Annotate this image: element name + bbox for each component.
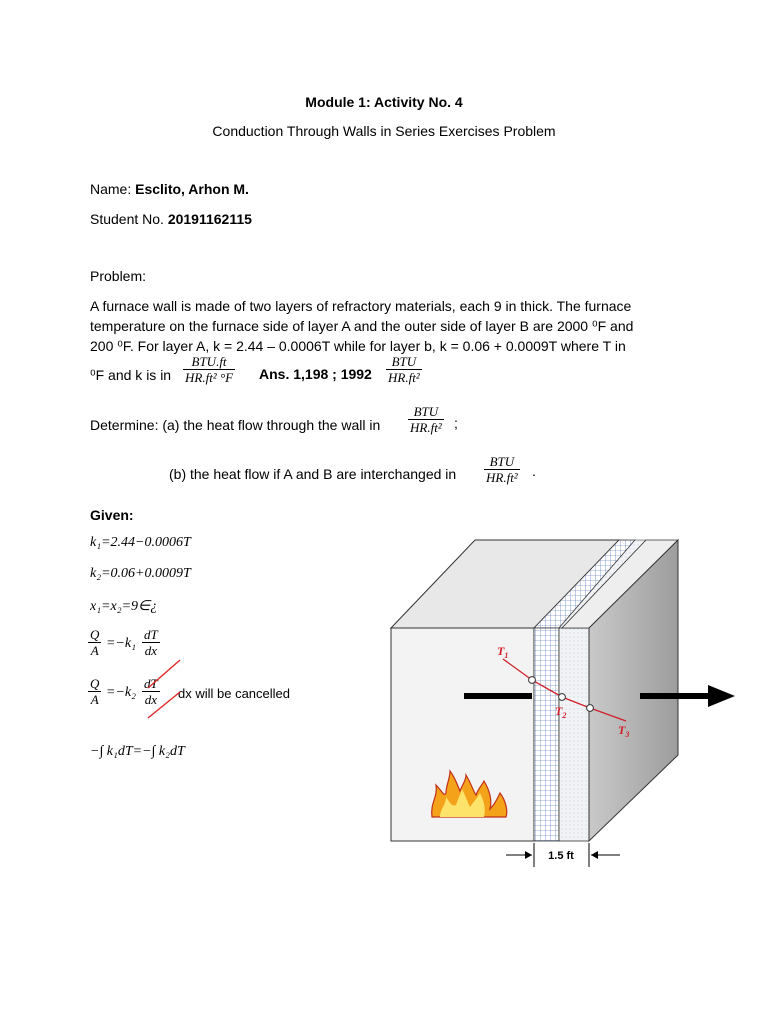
problem-line-4: ⁰F and k is in <box>90 367 172 383</box>
determine-b: (b) the heat flow if A and B are interchanged in <box>169 466 457 482</box>
unit-denominator: HR.ft² °F <box>185 370 234 385</box>
cancel-stroke-1 <box>148 660 180 688</box>
q-over-a-2: $\frac{Q}{A}$ <box>90 676 100 707</box>
determine-b-end: . <box>532 463 536 479</box>
given-eq-k2: k₂=0.06+0.0009T <box>90 566 191 581</box>
unit-denominator: HR.ft² <box>388 370 420 385</box>
cancel-note: dx will be cancelled <box>178 686 291 701</box>
student-number-label: Student No. <box>90 211 168 227</box>
given-heading: Given: <box>90 507 134 523</box>
problem-line-3: 200 ⁰F. For layer A, k = 2.44 – 0.0006T while for layer b, k = 0.06 + 0.0009T where T in <box>90 338 626 354</box>
determine-a: Determine: (a) the heat flow through the wall in <box>90 417 381 433</box>
name-line <box>90 181 249 197</box>
page-title: Module 1: Activity No. 4 <box>305 94 463 110</box>
unit-denominator: HR.ft² <box>410 420 442 435</box>
t2-label: $T_2$ <box>555 704 567 720</box>
given-eq-k1: k₁=2.44−0.0006T <box>90 535 191 550</box>
cancel-stroke-2 <box>148 692 180 718</box>
thickness-label: 1.5 ft <box>548 850 574 862</box>
student-number-line <box>90 211 252 227</box>
problem-line-1: A furnace wall is made of two layers of refractory materials, each 9 in thick. The furnace <box>90 298 632 314</box>
minus-k2: =−k₂ <box>106 685 136 700</box>
unit-fraction-3 <box>408 404 444 435</box>
wall-diagram <box>380 535 750 870</box>
t2-point <box>559 694 566 701</box>
name-value: Esclito, Arhon M. <box>135 181 249 197</box>
t3-point <box>587 705 594 712</box>
unit-fraction-2 <box>386 354 422 385</box>
problem-line-2: temperature on the furnace side of layer A and the outer side of layer B are 2000 ⁰F and <box>90 318 634 334</box>
t3-label: $T_3$ <box>618 723 630 739</box>
answer-text: Ans. 1,198 ; 1992 <box>259 366 372 382</box>
unit-numerator: BTU <box>484 454 520 470</box>
unit-numerator: BTU.ft <box>183 354 235 370</box>
page-subtitle: Conduction Through Walls in Series Exercises Problem <box>212 123 556 139</box>
heat-out-arrow-head <box>708 685 735 707</box>
name-label: Name: <box>90 181 136 197</box>
dt-dx-1: $\frac{dT}{dx}$ <box>144 627 158 658</box>
heat-in-arrow <box>464 693 532 699</box>
unit-denominator: HR.ft² <box>486 470 518 485</box>
heat-out-arrow-shaft <box>640 693 710 699</box>
minus-k1: =−k₁ <box>106 636 136 651</box>
q-over-a-1: $\frac{Q}{A}$ <box>90 627 100 658</box>
t1-point <box>529 677 536 684</box>
layer-a <box>534 628 559 841</box>
t1-label: $T_1$ <box>497 644 509 660</box>
determine-a-end: ; <box>454 415 458 431</box>
layer-b <box>559 628 589 841</box>
unit-numerator: BTU <box>408 404 444 420</box>
dt-dx-2: $\frac{dT}{dx}$ <box>144 676 158 707</box>
unit-fraction-4 <box>484 454 520 485</box>
unit-fraction-1 <box>183 354 235 385</box>
cancel-strokes <box>140 650 190 720</box>
given-eq-thickness: x₁=x₂=9∈¿ <box>90 599 158 614</box>
problem-heading: Problem: <box>90 268 147 284</box>
student-number-value: 20191162115 <box>167 211 252 227</box>
unit-numerator: BTU <box>386 354 422 370</box>
integral-equation: −∫ k₁dT=−∫ k₂dT <box>90 744 185 759</box>
